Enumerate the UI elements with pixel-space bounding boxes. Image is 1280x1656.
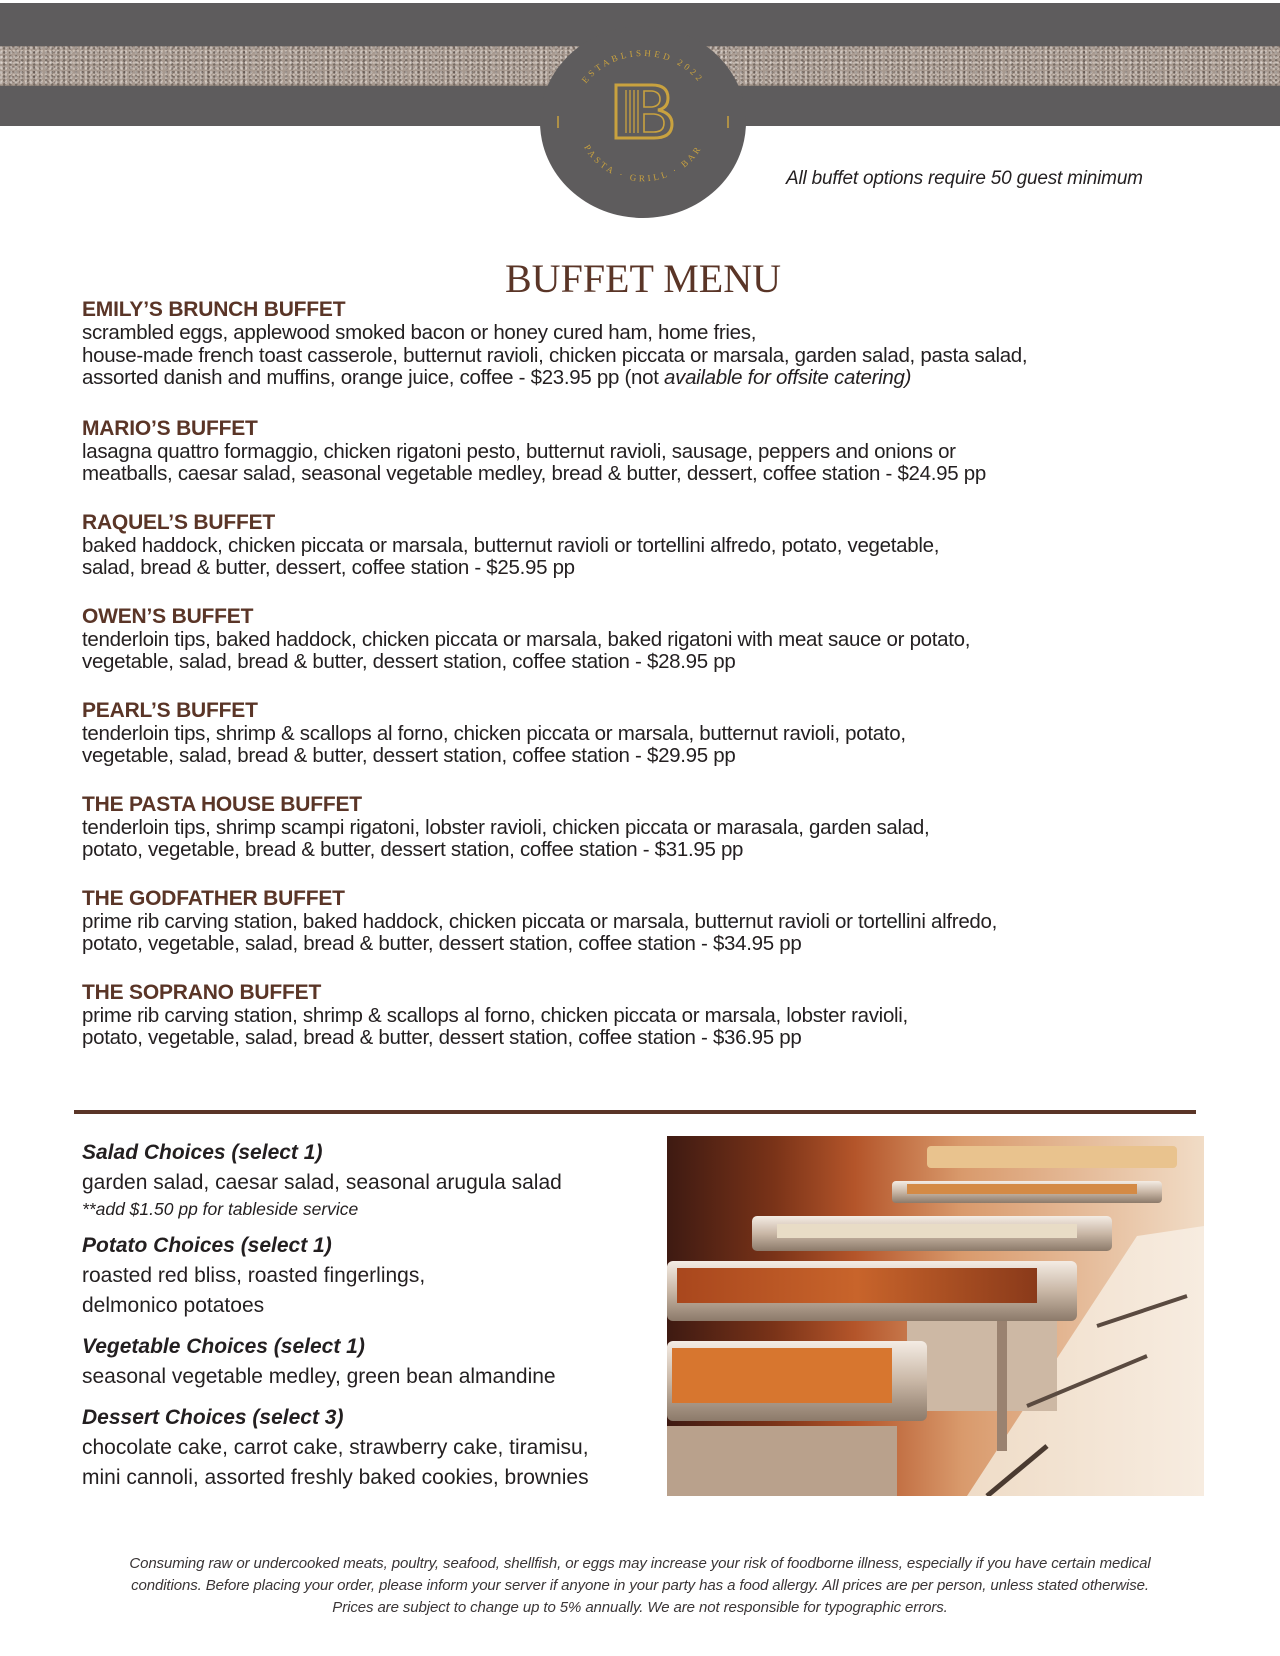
buffet-list <box>82 298 1202 1050</box>
buffet-item <box>82 298 1202 390</box>
description-line: prime rib carving station, shrimp & scallops al forno, chicken piccata or marsala, lobster ravioli, <box>82 1003 908 1027</box>
tableside-note: **add $1.50 pp for tableside service <box>82 1199 359 1219</box>
svg-text:PASTA · GRILL · BAR <box>582 143 704 184</box>
choice-options: mini cannoli, assorted freshly baked cookies, brownies <box>82 1466 589 1489</box>
svg-text:ESTABLISHED 2022 <box>580 48 707 85</box>
logo-letter-b-icon <box>616 85 672 138</box>
description-line: assorted danish and muffins, orange juice, coffee - $23.95 pp (not <box>82 366 665 389</box>
buffet-description <box>82 441 1202 486</box>
buffet-photo <box>667 1136 1204 1496</box>
buffet-description <box>82 817 1202 862</box>
page-title: BUFFET MENU <box>505 255 781 301</box>
logo-letter: B <box>642 137 644 138</box>
buffet-name: THE PASTA HOUSE BUFFET <box>82 792 362 816</box>
buffet-name: PEARL’S BUFFET <box>82 698 258 722</box>
buffet-item <box>82 887 1202 956</box>
description-line: house-made french toast casserole, butternut ravioli, chicken piccata or marsala, garden salad, pasta salad, <box>82 343 1028 367</box>
buffet-item <box>82 699 1202 768</box>
buffet-name: OWEN’S BUFFET <box>82 604 254 628</box>
logo-ring-top-text: ESTABLISHED 2022 <box>579 47 707 86</box>
description-line: tenderloin tips, shrimp scampi rigatoni, lobster ravioli, chicken piccata or marasala, garden salad, <box>82 815 930 839</box>
buffet-item <box>82 981 1202 1050</box>
description-line: salad, bread & butter, dessert, coffee station - $25.95 pp <box>82 556 575 579</box>
description-line: meatballs, caesar salad, seasonal vegetable medley, bread & butter, dessert, coffee station - $24.95 pp <box>82 462 986 485</box>
choice-options: chocolate cake, carrot cake, strawberry cake, tiramisu, <box>82 1436 589 1459</box>
description-line: potato, vegetable, bread & butter, dessert station, coffee station - $31.95 pp <box>82 838 744 861</box>
choice-group-salad <box>82 1138 642 1220</box>
offsite-note: available for offsite catering) <box>664 366 912 389</box>
buffet-item <box>82 417 1202 486</box>
buffet-description <box>82 629 1202 674</box>
description-line: potato, vegetable, salad, bread & butter, dessert station, coffee station - $36.95 pp <box>82 1026 802 1049</box>
buffet-item <box>82 793 1202 862</box>
choice-options: roasted red bliss, roasted fingerlings, <box>82 1264 426 1287</box>
buffet-name: EMILY’S BRUNCH BUFFET <box>82 298 346 321</box>
logo-emblem-icon <box>540 26 746 218</box>
choice-options: seasonal vegetable medley, green bean almandine <box>82 1365 556 1388</box>
buffet-item <box>82 511 1202 580</box>
description-line: baked haddock, chicken piccata or marsala, butternut ravioli or tortellini alfredo, potato, vegetable, <box>82 533 940 557</box>
chafing-dishes-image <box>667 1136 1204 1496</box>
description-line: potato, vegetable, salad, bread & butter, dessert station, coffee station - $34.95 pp <box>82 932 802 955</box>
buffet-description <box>82 322 1202 390</box>
buffet-item <box>82 605 1202 674</box>
choice-group-dessert <box>82 1403 642 1493</box>
disclaimer-line: Consuming raw or undercooked meats, poultry, seafood, shellfish, or eggs may increase your risk of foodborne illness, especially if you have certain medical <box>129 1555 1151 1572</box>
description-line: prime rib carving station, baked haddock, chicken piccata or marsala, butternut ravioli or tortellini alfredo, <box>82 909 998 933</box>
choice-group-potato <box>82 1231 642 1321</box>
choice-title: Vegetable Choices (select 1) <box>82 1335 365 1358</box>
disclaimer-line: conditions. Before placing your order, please inform your server if anyone in your party has a food allergy. All prices are per person, unless stated otherwise. <box>131 1577 1149 1594</box>
allergy-disclaimer <box>70 1553 1210 1619</box>
buffet-name: THE SOPRANO BUFFET <box>82 980 322 1004</box>
description-line: scrambled eggs, applewood smoked bacon or honey cured ham, home fries, <box>82 321 757 344</box>
buffet-description <box>82 1005 1202 1050</box>
disclaimer-line: Prices are subject to change up to 5% annually. We are not responsible for typographic errors. <box>332 1599 948 1616</box>
description-line: vegetable, salad, bread & butter, dessert station, coffee station - $28.95 pp <box>82 650 736 673</box>
choice-options: delmonico potatoes <box>82 1294 265 1317</box>
description-line: tenderloin tips, shrimp & scallops al forno, chicken piccata or marsala, butternut ravioli, potato, <box>82 721 906 745</box>
choice-title: Salad Choices (select 1) <box>82 1141 323 1164</box>
choice-title: Potato Choices (select 1) <box>82 1234 332 1257</box>
logo-ring-bottom-text: PASTA · GRILL · BAR <box>582 142 704 184</box>
restaurant-logo <box>540 26 746 218</box>
buffet-name: THE GODFATHER BUFFET <box>82 886 345 910</box>
buffet-description <box>82 911 1202 956</box>
choice-title: Dessert Choices (select 3) <box>82 1406 344 1429</box>
buffet-name: RAQUEL’S BUFFET <box>82 510 276 534</box>
description-line: lasagna quattro formaggio, chicken rigatoni pesto, butternut ravioli, sausage, peppers and onions or <box>82 439 956 463</box>
buffet-name: MARIO’S BUFFET <box>82 416 258 440</box>
choice-options: garden salad, caesar salad, seasonal arugula salad <box>82 1171 562 1194</box>
buffet-description <box>82 535 1202 580</box>
buffet-description <box>82 723 1202 768</box>
section-divider <box>74 1110 1196 1114</box>
guest-minimum-note: All buffet options require 50 guest minimum <box>786 168 1143 189</box>
description-line: vegetable, salad, bread & butter, dessert station, coffee station - $29.95 pp <box>82 744 736 767</box>
description-line: tenderloin tips, baked haddock, chicken piccata or marsala, baked rigatoni with meat sauce or potato, <box>82 627 971 651</box>
side-choices <box>82 1138 642 1504</box>
choice-group-vegetable <box>82 1332 642 1392</box>
